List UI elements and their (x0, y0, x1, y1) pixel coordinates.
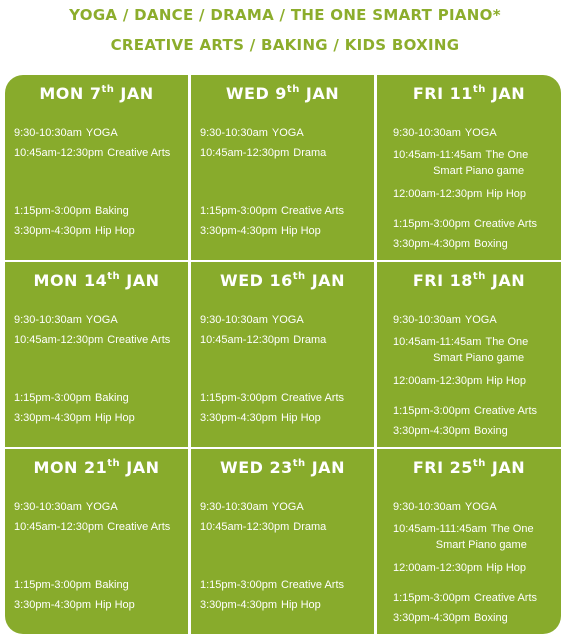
day-cell (377, 262, 561, 447)
event-activity: Hip Hop (486, 562, 527, 574)
schedule-event (393, 521, 534, 553)
event-time: 12:00am-12:30pm (393, 375, 483, 387)
schedule-event (14, 334, 170, 346)
schedule-event (200, 314, 304, 326)
event-activity: Creative Arts (474, 405, 538, 417)
event-time: 3:30pm-4:30pm (393, 238, 471, 250)
day-cell (377, 75, 561, 260)
event-time: 1:15pm-3:00pm (393, 592, 471, 604)
schedule-event (393, 592, 537, 604)
day-heading (191, 271, 374, 290)
day-ordinal: th (292, 458, 306, 469)
schedule-event (200, 334, 326, 346)
event-activity: Creative Arts (281, 392, 345, 404)
event-activity: Hip Hop (95, 412, 135, 424)
event-activity: Creative Arts (281, 579, 345, 591)
event-time: 3:30pm-4:30pm (393, 425, 471, 437)
event-time: 3:30pm-4:30pm (14, 225, 92, 237)
event-time: 1:15pm-3:00pm (14, 205, 92, 217)
day-cell (191, 449, 374, 634)
event-activity: Hip Hop (486, 375, 527, 387)
event-activity: Drama (293, 147, 327, 159)
event-time: 10:45am-12:30pm (14, 147, 104, 159)
event-time: 12:00am-12:30pm (393, 188, 483, 200)
event-activity: Boxing (474, 238, 508, 250)
day-ordinal: th (472, 458, 486, 469)
event-time: 10:45am-11:45am (393, 336, 482, 348)
event-time: 1:15pm-3:00pm (200, 205, 278, 217)
day-cell (5, 75, 188, 260)
day-heading (377, 271, 561, 290)
day-month: JAN (120, 458, 160, 477)
event-time: 9:30-10:30am (393, 127, 461, 139)
day-cell (191, 75, 374, 260)
event-time: 1:15pm-3:00pm (200, 579, 278, 591)
schedule-event (14, 205, 129, 217)
event-activity: Hip Hop (95, 599, 135, 611)
event-activity: The One (485, 149, 529, 161)
event-activity: Boxing (474, 612, 508, 624)
event-activity-continued: Smart Piano game (435, 539, 527, 551)
event-activity: Baking (95, 392, 129, 404)
event-activity: Hip Hop (281, 412, 321, 424)
event-activity: YOGA (85, 314, 118, 326)
event-activity: Hip Hop (281, 599, 321, 611)
event-time: 10:45am-12:30pm (200, 334, 290, 346)
day-ordinal: th (107, 271, 121, 282)
event-activity: Hip Hop (95, 225, 135, 237)
event-activity-continued: Smart Piano game (433, 352, 525, 364)
day-name: MON 21 (33, 458, 108, 477)
event-time: 9:30-10:30am (200, 314, 268, 326)
day-month: JAN (299, 84, 340, 103)
schedule-event (393, 405, 537, 417)
event-activity: Boxing (474, 425, 508, 437)
schedule-event (14, 392, 129, 404)
event-time: 3:30pm-4:30pm (200, 599, 278, 611)
event-activity: YOGA (85, 501, 118, 513)
event-activity: Baking (95, 205, 129, 217)
event-time: 3:30pm-4:30pm (393, 612, 471, 624)
event-activity-continued: Smart Piano game (433, 165, 525, 177)
schedule-event (393, 188, 526, 200)
event-time: 10:45am-12:30pm (14, 334, 104, 346)
schedule-event (14, 147, 170, 159)
schedule-event (14, 521, 170, 533)
event-time: 9:30-10:30am (200, 127, 268, 139)
schedule-event (200, 225, 321, 237)
schedule-event (200, 501, 304, 513)
event-time: 1:15pm-3:00pm (393, 405, 471, 417)
schedule-event (393, 218, 537, 230)
day-name: MON 14 (33, 271, 108, 290)
event-time: 3:30pm-4:30pm (200, 225, 278, 237)
schedule-event (200, 127, 304, 139)
day-month: JAN (485, 271, 526, 290)
schedule-grid (5, 75, 561, 634)
schedule-event (14, 225, 135, 237)
schedule-event (393, 127, 497, 139)
event-time: 1:15pm-3:00pm (200, 392, 278, 404)
schedule-event (393, 562, 526, 574)
event-activity: Creative Arts (281, 205, 345, 217)
schedule-event (393, 425, 508, 437)
event-time: 10:45am-12:30pm (200, 147, 290, 159)
event-time: 9:30-10:30am (14, 314, 82, 326)
day-ordinal: th (286, 84, 300, 95)
day-heading (191, 458, 374, 477)
event-activity: Hip Hop (281, 225, 321, 237)
schedule-event (14, 599, 135, 611)
day-name: MON 7 (39, 84, 102, 103)
day-heading (5, 84, 188, 103)
schedule-event (393, 238, 508, 250)
day-cell (191, 262, 374, 447)
day-month: JAN (114, 84, 154, 103)
event-time: 9:30-10:30am (14, 127, 82, 139)
schedule-event (393, 314, 497, 326)
day-heading (5, 458, 188, 477)
event-time: 9:30-10:30am (200, 501, 268, 513)
event-time: 1:15pm-3:00pm (14, 392, 92, 404)
day-ordinal: th (472, 84, 486, 95)
day-heading (377, 458, 561, 477)
day-name: FRI 25 (412, 458, 473, 477)
day-month: JAN (120, 271, 160, 290)
schedule-event (14, 314, 118, 326)
day-month: JAN (305, 458, 345, 477)
day-heading (5, 271, 188, 290)
event-activity: YOGA (271, 501, 304, 513)
day-name: WED 9 (225, 84, 287, 103)
event-time: 3:30pm-4:30pm (14, 599, 92, 611)
event-activity: Creative Arts (474, 592, 538, 604)
schedule-event (393, 147, 528, 179)
day-month: JAN (305, 271, 345, 290)
event-activity: YOGA (464, 314, 497, 326)
day-ordinal: th (101, 84, 115, 95)
day-ordinal: th (292, 271, 306, 282)
event-activity: Creative Arts (107, 521, 171, 533)
event-activity: YOGA (464, 127, 497, 139)
day-cell (5, 262, 188, 447)
event-time: 9:30-10:30am (14, 501, 82, 513)
day-heading (377, 84, 561, 103)
event-time: 10:45am-11:45am (393, 149, 482, 161)
day-name: FRI 11 (412, 84, 473, 103)
event-time: 10:45am-111:45am (393, 523, 487, 535)
schedule-event (14, 127, 118, 139)
schedule-event (393, 612, 508, 624)
header-activities-line-1: YOGA / DANCE / DRAMA / THE ONE SMART PIANO* (69, 6, 501, 24)
event-activity: YOGA (85, 127, 118, 139)
event-activity: The One (485, 336, 529, 348)
event-time: 12:00am-12:30pm (393, 562, 483, 574)
schedule-event (200, 521, 326, 533)
schedule-event (14, 579, 129, 591)
header-activities-line-2: CREATIVE ARTS / BAKING / KIDS BOXING (110, 36, 460, 54)
day-month: JAN (485, 84, 526, 103)
event-activity: Drama (293, 334, 327, 346)
event-activity: Creative Arts (107, 147, 171, 159)
day-ordinal: th (472, 271, 486, 282)
event-time: 3:30pm-4:30pm (14, 412, 92, 424)
day-cell (377, 449, 561, 634)
day-cell (5, 449, 188, 634)
day-heading (191, 84, 374, 103)
day-month: JAN (485, 458, 526, 477)
event-activity: YOGA (271, 314, 304, 326)
schedule-event (200, 392, 344, 404)
event-time: 9:30-10:30am (393, 314, 461, 326)
schedule-event (14, 501, 118, 513)
schedule-event (200, 579, 344, 591)
day-ordinal: th (107, 458, 121, 469)
schedule-event (200, 412, 321, 424)
event-activity: Baking (95, 579, 129, 591)
event-time: 10:45am-12:30pm (200, 521, 290, 533)
event-activity: Drama (293, 521, 327, 533)
event-time: 10:45am-12:30pm (14, 521, 104, 533)
schedule-event (200, 147, 326, 159)
event-activity: Creative Arts (107, 334, 171, 346)
schedule-event (200, 599, 321, 611)
event-activity: Hip Hop (486, 188, 527, 200)
event-activity: Creative Arts (474, 218, 538, 230)
schedule-event (393, 334, 528, 366)
schedule-event (393, 501, 497, 513)
day-name: WED 23 (220, 458, 293, 477)
day-name: WED 16 (220, 271, 293, 290)
day-name: FRI 18 (412, 271, 473, 290)
event-activity: The One (490, 523, 534, 535)
event-time: 3:30pm-4:30pm (200, 412, 278, 424)
schedule-event (200, 205, 344, 217)
schedule-event (393, 375, 526, 387)
event-activity: YOGA (464, 501, 497, 513)
event-time: 1:15pm-3:00pm (14, 579, 92, 591)
event-activity: YOGA (271, 127, 304, 139)
event-time: 1:15pm-3:00pm (393, 218, 471, 230)
event-time: 9:30-10:30am (393, 501, 461, 513)
schedule-event (14, 412, 135, 424)
